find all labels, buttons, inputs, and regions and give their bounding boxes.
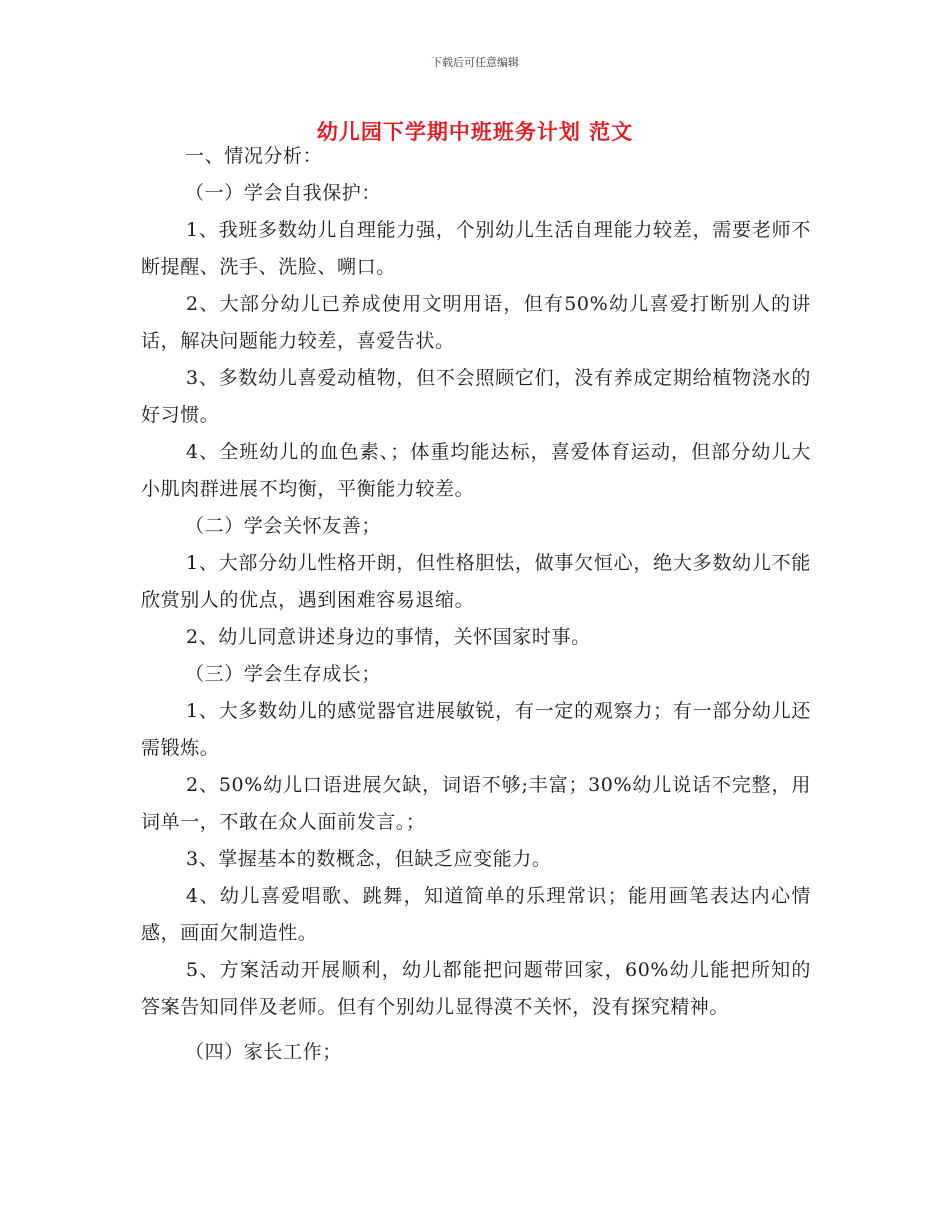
- document-title: 幼儿园下学期中班班务计划 范文: [316, 119, 634, 144]
- paragraph: 4、幼儿喜爱唱歌、跳舞，知道简单的乐理常识；能用画笔表达内心情感，画面欠制造性。: [141, 885, 811, 944]
- paragraph: 4、全班幼儿的血色素、；体重均能达标，喜爱体育运动，但部分幼儿大小肌肉群进展不均衡，平衡能力较差。: [141, 441, 811, 500]
- section-heading: 一、情况分析：: [185, 145, 323, 167]
- paragraph: 1、我班多数幼儿自理能力强，个别幼儿生活自理能力较差，需要老师不断提醒、洗手、洗脸、嗍口。: [141, 219, 811, 278]
- paragraph: 2、幼儿同意讲述身边的事情，关怀国家时事。: [186, 626, 591, 648]
- subsection-heading: （一）学会自我保护：: [185, 182, 382, 204]
- paragraph: 2、50%幼儿口语进展欠缺，词语不够;丰富；30%幼儿说话不完整，用词单一，不敢在众人面前发言。；: [141, 774, 811, 833]
- subsection-heading: （四）家长工作；: [185, 1041, 342, 1063]
- document-body: [141, 138, 811, 1071]
- header-note: 下载后可任意编辑: [431, 56, 519, 69]
- subsection-heading: （二）学会关怀友善；: [185, 515, 382, 537]
- paragraph: 1、大部分幼儿性格开朗，但性格胆怯，做事欠恒心，绝大多数幼儿不能欣赏别人的优点，遇到困难容易退缩。: [141, 552, 811, 611]
- paragraph: 2、大部分幼儿已养成使用文明用语，但有50%幼儿喜爱打断别人的讲话，解决问题能力较差，喜爱告状。: [141, 293, 811, 352]
- subsection-heading: （三）学会生存成长；: [185, 663, 382, 685]
- paragraph: 5、方案活动开展顺利，幼儿都能把问题带回家，60%幼儿能把所知的答案告知同伴及老师。但有个别幼儿显得漠不关怀，没有探究精神。: [141, 959, 811, 1018]
- paragraph: 3、掌握基本的数概念，但缺乏应变能力。: [186, 848, 552, 870]
- paragraph: 3、多数幼儿喜爱动植物，但不会照顾它们，没有养成定期给植物浇水的好习惯。: [141, 367, 811, 426]
- paragraph: 1、大多数幼儿的感觉器官进展敏锐，有一定的观察力；有一部分幼儿还需锻炼。: [141, 700, 811, 759]
